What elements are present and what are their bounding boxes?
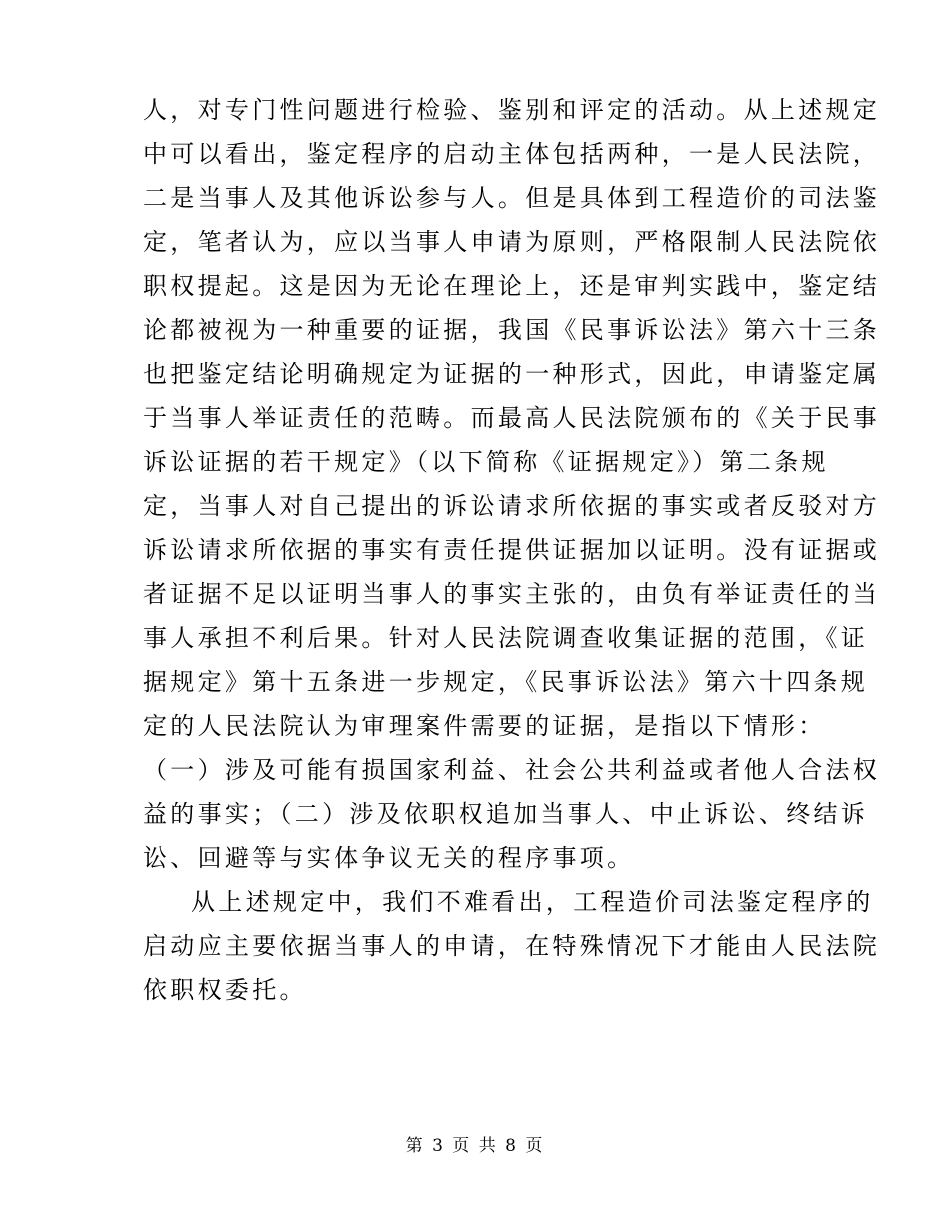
text-line: 启动应主要依据当事人的申请，在特殊情况下才能由人民法院 [143,932,881,960]
text-line: 讼、回避等与实体争议无关的程序事项。 [143,844,635,872]
text-line: （一）涉及可能有损国家利益、社会公共利益或者他人合法权 [143,756,881,784]
text-line: 者证据不足以证明当事人的事实主张的，由负有举证责任的当 [143,580,881,608]
text-line: 益的事实；（二）涉及依职权追加当事人、中止诉讼、终结诉 [143,800,869,828]
text-line: 于当事人举证责任的范畴。而最高人民法院颁布的《关于民事 [143,404,881,432]
text-line: 也把鉴定结论明确规定为证据的一种形式，因此，申请鉴定属 [143,360,881,388]
text-line: 从上述规定中，我们不难看出，工程造价司法鉴定程序的 [191,888,874,916]
text-line: 定的人民法院认为审理案件需要的证据，是指以下情形： [143,712,826,740]
text-line: 二是当事人及其他诉讼参与人。但是具体到工程造价的司法鉴 [143,184,881,212]
text-line: 论都被视为一种重要的证据，我国《民事诉讼法》第六十三条 [143,316,881,344]
text-line: 职权提起。这是因为无论在理论上，还是审判实践中，鉴定结 [143,272,881,300]
text-line: 据规定》第十五条进一步规定，《民事诉讼法》第六十四条规 [143,668,869,696]
page-number-footer: 第 3 页 共 8 页 [405,1136,545,1156]
text-line: 人，对专门性问题进行检验、鉴别和评定的活动。从上述规定 [143,96,881,124]
text-line: 依职权委托。 [143,976,307,1004]
text-line: 中可以看出，鉴定程序的启动主体包括两种，一是人民法院， [143,140,881,168]
text-line: 事人承担不利后果。针对人民法院调查收集证据的范围，《证 [143,624,869,652]
text-line: 诉讼请求所依据的事实有责任提供证据加以证明。没有证据或 [143,536,881,564]
body-text [143,88,881,1012]
text-line: 定，当事人对自己提出的诉讼请求所依据的事实或者反驳对方 [143,492,881,520]
text-line: 诉讼证据的若干规定》（以下简称《证据规定》）第二条规 [143,448,829,476]
text-line: 定，笔者认为，应以当事人申请为原则，严格限制人民法院依 [143,228,881,256]
